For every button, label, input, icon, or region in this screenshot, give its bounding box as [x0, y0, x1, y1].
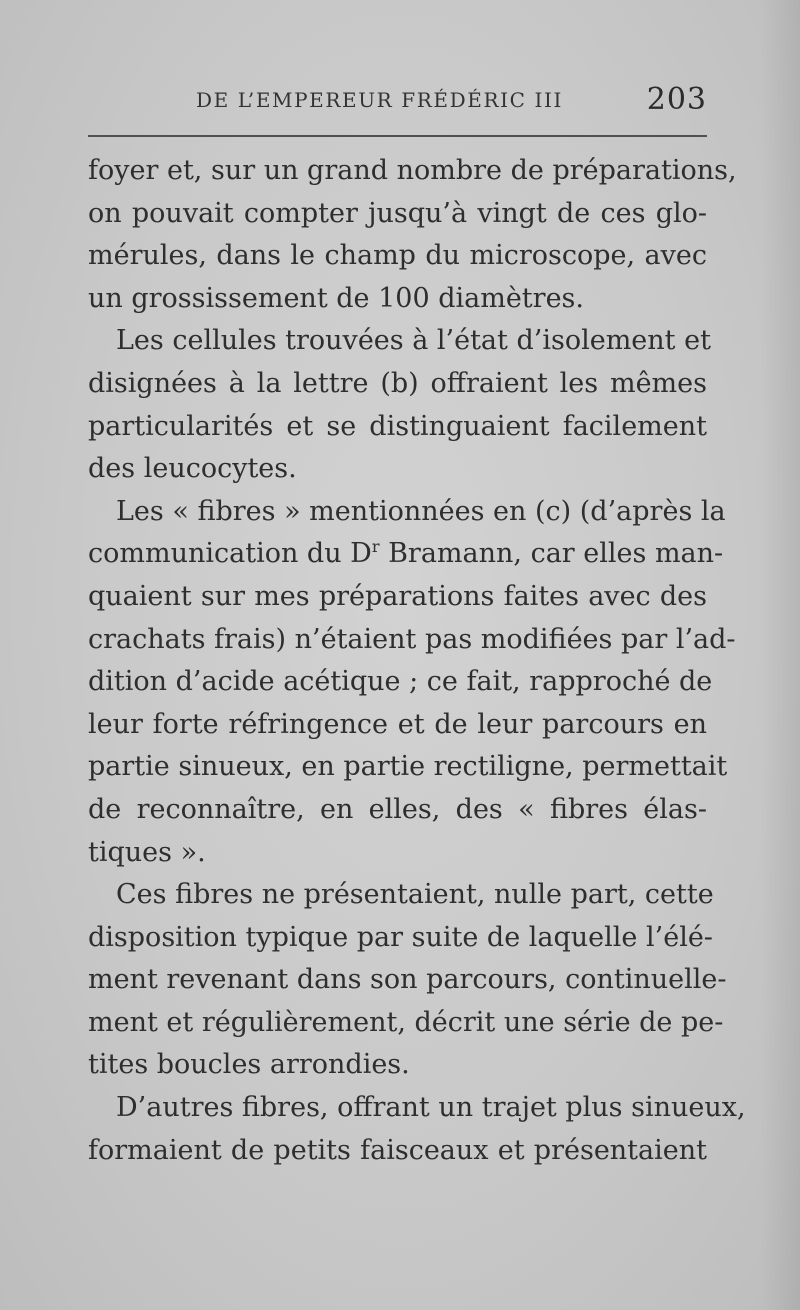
text-line: tites boucles arrondies. [88, 1049, 410, 1081]
text-line: ment revenant dans son parcours, continuelle- [88, 964, 727, 996]
running-head [88, 82, 707, 122]
text-line: on pouvait compter jusqu’à vingt de ces glo- [88, 197, 707, 229]
text-line: des leucocytes. [88, 453, 297, 485]
running-title: DE L’EMPEREUR FRÉDÉRIC III [196, 88, 563, 112]
text-line: partie sinueux, en partie rectiligne, permettait [88, 751, 728, 783]
text-line: formaient de petits faisceaux et présentaient [88, 1134, 707, 1166]
text-segment: Bramann, car elles man- [379, 538, 724, 570]
text-line: foyer et, sur un grand nombre de préparations, [88, 155, 737, 186]
text-line: crachats frais) n’étaient pas modifiées par l’ad- [88, 623, 736, 655]
page-number: 203 [646, 82, 707, 117]
body-text [88, 150, 746, 1172]
text-line: mérules, dans le champ du microscope, avec [88, 240, 707, 272]
text-line: quaient sur mes préparations faites avec des [88, 580, 707, 612]
text-line: particularités et se distinguaient facilement [88, 410, 707, 442]
text-line: Les cellules trouvées à l’état d’isolement et [116, 325, 711, 357]
text-segment: communication du D [88, 538, 372, 570]
text-line: leur forte réfringence et de leur parcours en [88, 708, 707, 740]
text-line [88, 533, 724, 576]
text-line: Ces fibres ne présentaient, nulle part, cette [116, 879, 714, 911]
text-line: tiques ». [88, 836, 206, 868]
text-line: dition d’acide acétique ; ce fait, rapproché de [88, 666, 713, 698]
header-rule [88, 135, 707, 137]
text-line: disignées à la lettre (b) offraient les mêmes [88, 367, 707, 399]
superscript: r [371, 537, 380, 557]
text-line: ment et régulièrement, décrit une série de pe- [88, 1006, 724, 1038]
text-line: de reconnaître, en elles, des « fibres élas- [88, 793, 707, 825]
text-line: Les « fibres » mentionnées en (c) (d’après la [116, 495, 726, 527]
text-line: D’autres fibres, offrant un trajet plus sinueux, [116, 1092, 746, 1124]
text-line: disposition typique par suite de laquelle l’élé- [88, 921, 713, 953]
text-line: un grossissement de 100 diamètres. [88, 282, 584, 314]
